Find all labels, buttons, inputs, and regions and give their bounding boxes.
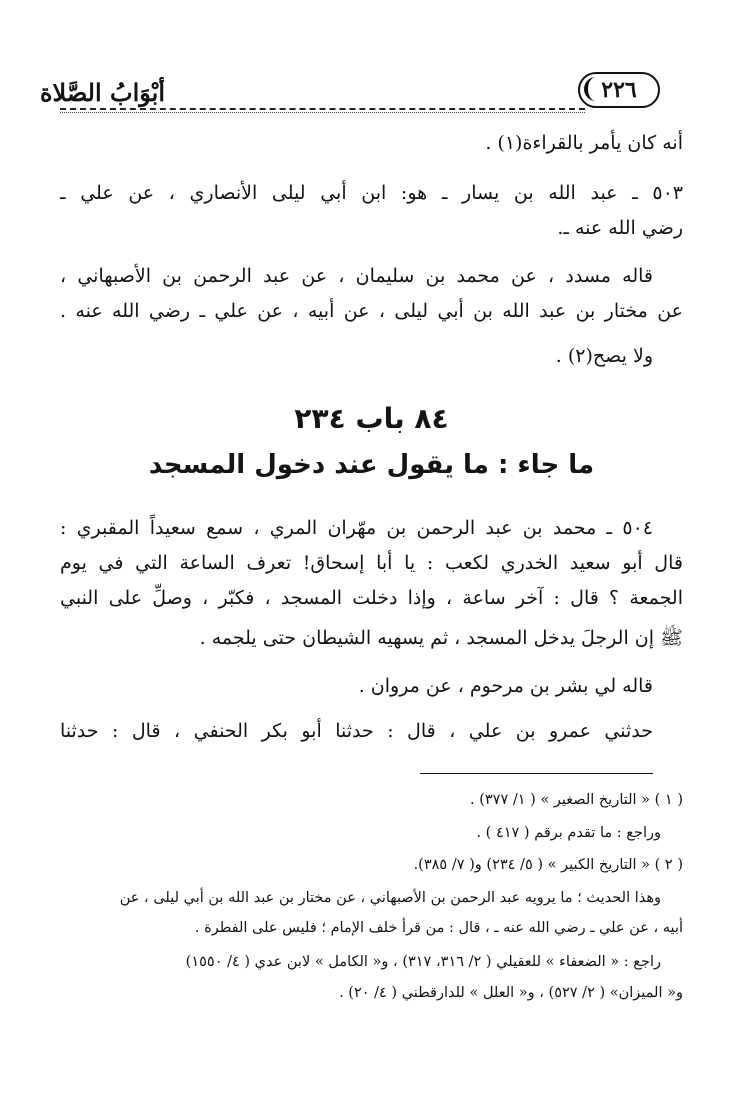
body-line: عن مختار بن عبد الله بن أبي ليلى ، عن أبيه ، عن علي ـ رضي الله عنه . [60, 300, 683, 322]
body-line: ولا يصح(٢) . [555, 345, 653, 367]
chapter-title: ما جاء : ما يقول عند دخول المسجد [148, 450, 595, 480]
page-number: ٢٢٦ [578, 72, 660, 108]
body-line: حدثني عمرو بن علي ، قال : حدثنا أبو بكر الحنفي ، قال : حدثنا [60, 720, 653, 742]
footnote-line: وهذا الحديث ؛ ما يرويه عبد الرحمن بن الأصبهاني ، عن مختار بن عبد الله بن أبي ليلى ، عن [119, 890, 661, 906]
chapter-number: ٨٤ باب ٢٣٤ [294, 402, 449, 435]
hadith-503-line: ٥٠٣ ـ عبد الله بن يسار ـ هو: ابن أبي ليلى الأنصاري ، عن علي ـ [60, 182, 683, 204]
footnote-line: أبيه ، عن علي ـ رضي الله عنه ـ ، قال : من قرأ خلف الإمام ؛ فليس على الفطرة . [194, 920, 683, 936]
hadith-504-line: ٥٠٤ ـ محمد بن عبد الرحمن بن مهّران المري ، سمع سعيداً المقبري : [60, 517, 653, 539]
footnote-line: راجع : « الضعفاء » للعقيلي ( ٢/ ٣١٦، ٣١٧) ، و« الكامل » لابن عدي ( ٤/ ١٥٥٠) [185, 954, 661, 970]
body-line: قاله مسدد ، عن محمد بن سليمان ، عن عبد الرحمن بن الأصبهاني ، [60, 265, 653, 287]
header-divider [60, 108, 585, 110]
body-line: قاله لي بشر بن مرحوم ، عن مروان . [358, 675, 653, 697]
header-divider-dotted [60, 112, 585, 113]
body-line: قال أبو سعيد الخدري لكعب : يا أبا إسحاق! تعرف الساعة التي في يوم [60, 552, 683, 574]
footnote-line: ( ١ ) « التاريخ الصغير » ( ١/ ٣٧٧) . [470, 792, 683, 808]
footnote-line: و« الميزان» ( ٢/ ٥٢٧) ، و« العلل » للدارقطني ( ٤/ ٢٠) . [339, 985, 683, 1001]
body-line: ﷺ إن الرجلَ يدخل المسجد ، ثم يسهيه الشيطان حتى يلجمه . [199, 627, 683, 649]
footnote-line: وراجع : ما تقدم برقم ( ٤١٧ ) . [476, 825, 661, 841]
footnote-divider [420, 773, 653, 774]
section-header-title: أبْوَابُ الصَّلاة [39, 78, 165, 107]
footnote-line: ( ٢ ) « التاريخ الكبير » ( ٥/ ٢٣٤) و( ٧/ ٣٨٥). [413, 857, 683, 873]
body-line: الجمعة ؟ قال : آخر ساعة ، وإذا دخلت المسجد ، فكبّر ، وصلِّ على النبي [60, 587, 683, 609]
body-line: رضي الله عنه ـ. [557, 217, 683, 239]
body-line: أنه كان يأمر بالقراءة(١) . [485, 132, 683, 154]
